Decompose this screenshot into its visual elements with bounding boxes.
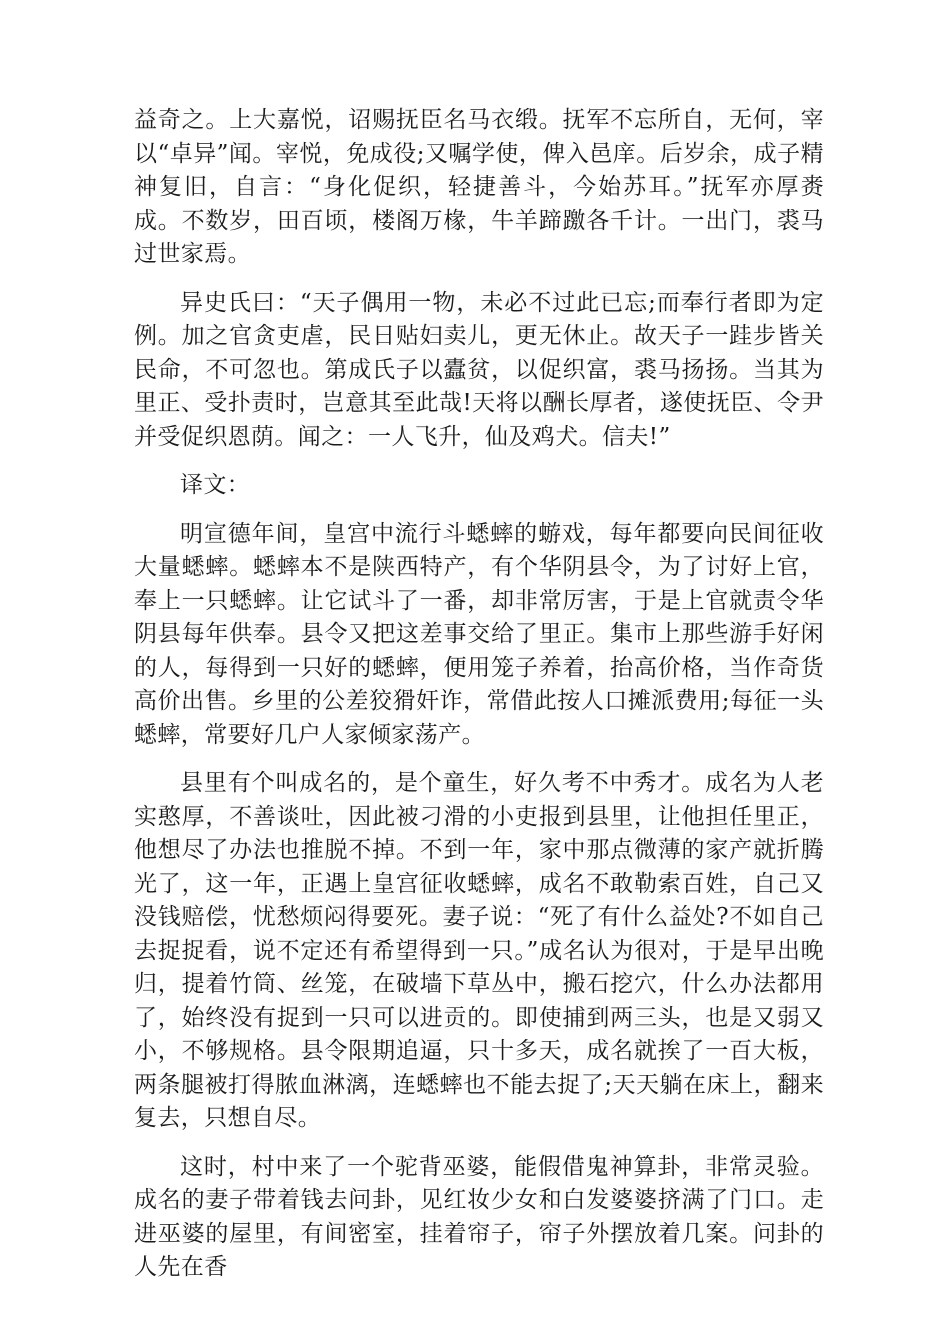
paragraph-continuation: 益奇之。上大嘉悦，诏赐抚臣名马衣缎。抚军不忘所自，无何，宰以“卓异”闻。宰悦，免成役;又嘱学使，俾入邑庠。后岁余，成子精神复旧，自言：“身化促织，轻捷善斗，今始苏耳。”抚军亦厚赉成。不数岁，田百顷，楼阁万椽，牛羊蹄躈各千计。一出门，裘马过世家焉。	[134, 107, 824, 267]
document-body	[134, 104, 824, 1300]
paragraph-translation-3: 这时，村中来了一个驼背巫婆，能假借鬼神算卦，非常灵验。成名的妻子带着钱去问卦，见红妆少女和白发婆婆挤满了门口。走进巫婆的屋里，有间密室，挂着帘子，帘子外摆放着几案。问卦的人先在香	[134, 1153, 824, 1280]
paragraph-translation-2: 县里有个叫成名的，是个童生，好久考不中秀才。成名为人老实憨厚，不善谈吐，因此被刁滑的小吏报到县里，让他担任里正，他想尽了办法也推脱不掉。不到一年，家中那点微薄的家产就折腾光了，这一年，正遇上皇宫征收蟋蟀，成名不敢勒索百姓，自己又没钱赔偿，忧愁烦闷得要死。妻子说：“死了有什么益处?不如自己去捉捉看，说不定还有希望得到一只。”成名认为很对，于是早出晚归，提着竹筒、丝笼，在破墙下草丛中，搬石挖穴，什么办法都用了，始终没有捉到一只可以进贡的。即使捕到两三头，也是又弱又小，不够规格。县令限期追逼，只十多天，成名就挨了一百大板，两条腿被打得脓血淋漓，连蟋蟀也不能去捉了;天天躺在床上，翻来复去，只想自尽。	[134, 770, 824, 1131]
paragraph-commentary: 异史氏曰：“天子偶用一物，未必不过此已忘;而奉行者即为定例。加之官贪吏虐，民日贴妇卖儿，更无休止。故天子一跬步皆关民命，不可忽也。第成氏子以蠹贫，以促织富，裘马扬扬。当其为里正、受扑责时，岂意其至此哉!天将以酬长厚者，遂使抚臣、令尹并受促织恩荫。闻之：一人飞升，仙及鸡犬。信夫!”	[134, 289, 824, 450]
paragraph-translation-1: 明宣德年间，皇宫中流行斗蟋蟀的蝣戏，每年都要向民间征收大量蟋蟀。蟋蟀本不是陕西特产，有个华阴县令，为了讨好上官，奉上一只蟋蟀。让它试斗了一番，却非常厉害，于是上官就责令华阴县每年供奉。县令又把这差事交给了里正。集市上那些游手好闲的人，每得到一只好的蟋蟀，便用笼子养着，抬高价格，当作奇货高价出售。乡里的公差狡猾奸诈，常借此按人口摊派费用;每征一头蟋蟀，常要好几户人家倾家荡产。	[134, 520, 824, 748]
section-heading-translation: 译文：	[180, 472, 251, 498]
